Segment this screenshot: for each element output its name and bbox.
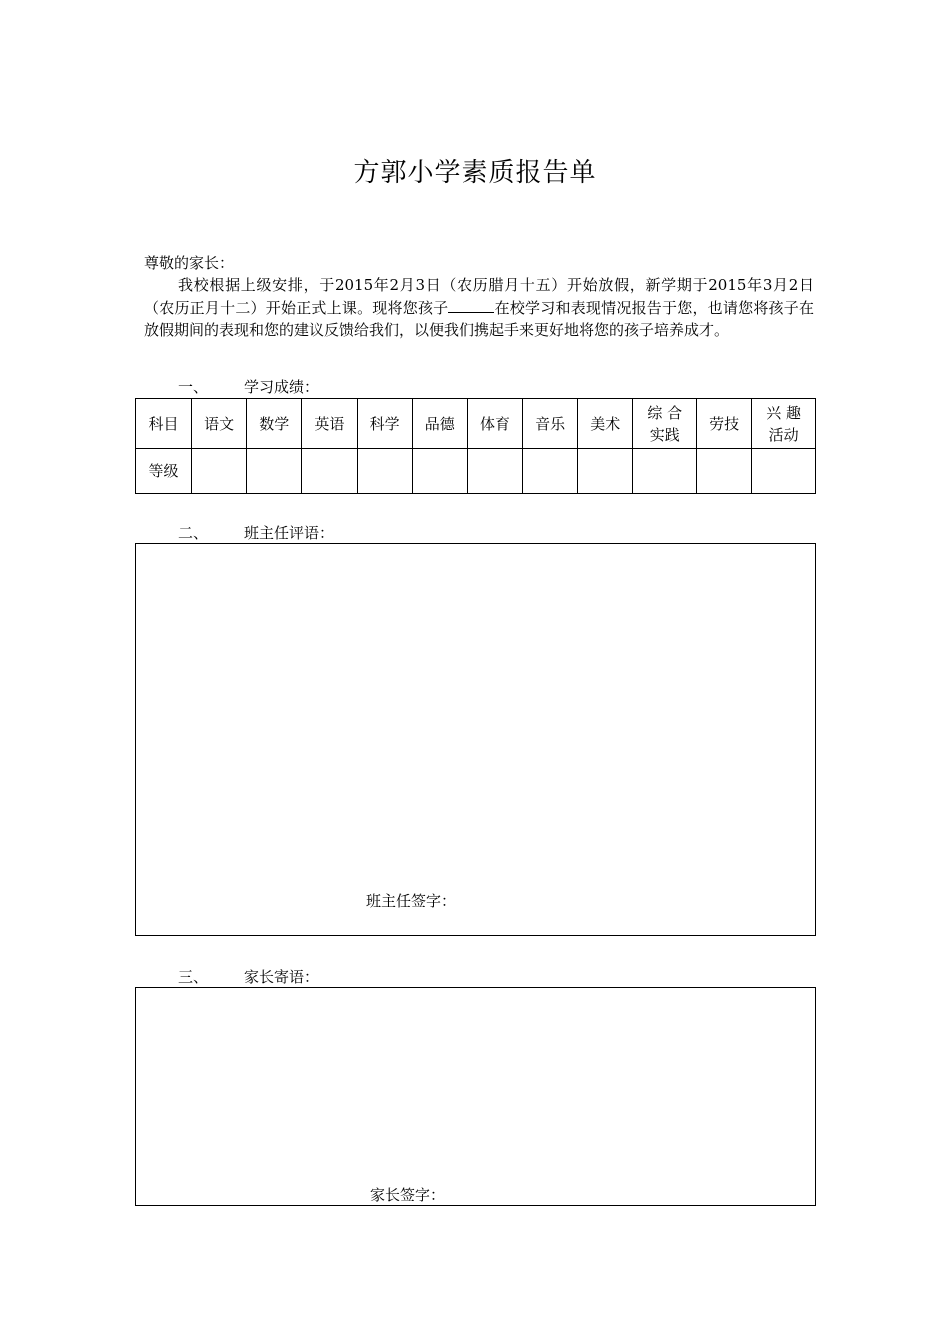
subject-label-line: 科学	[369, 414, 400, 433]
grade-cell[interactable]	[467, 449, 522, 494]
section-label: 班主任评语：	[244, 524, 335, 542]
grade-cell[interactable]	[192, 449, 247, 494]
grade-cell[interactable]	[357, 449, 412, 494]
section-number: 二、	[178, 524, 209, 542]
grades-table	[135, 398, 816, 494]
intro-paragraph	[144, 274, 814, 342]
section-grades-heading	[178, 376, 319, 397]
subject-cell	[357, 399, 412, 449]
subject-label-line: 美术	[590, 414, 621, 433]
subject-cell	[578, 399, 633, 449]
row-label-cell: 等级	[136, 449, 192, 494]
section-teacher-heading	[178, 522, 334, 543]
parent-comment-box[interactable]	[135, 987, 816, 1206]
grade-cell[interactable]	[523, 449, 578, 494]
subject-cell	[633, 399, 697, 449]
subject-label-line: 兴 趣	[766, 403, 801, 422]
teacher-comment-box[interactable]	[135, 543, 816, 936]
parent-signature-label: 家长签字：	[370, 1186, 446, 1204]
subject-cell	[302, 399, 357, 449]
subject-label-line: 数学	[259, 414, 290, 433]
subject-cell	[467, 399, 522, 449]
grade-cell[interactable]	[578, 449, 633, 494]
section-number: 三、	[178, 968, 209, 986]
subject-label-line: 活动	[768, 425, 799, 444]
subject-cell	[752, 399, 816, 449]
subject-label-line: 劳技	[709, 414, 740, 433]
grade-cell[interactable]	[302, 449, 357, 494]
subject-label-line: 品德	[424, 414, 455, 433]
section-number: 一、	[178, 378, 209, 396]
section-label: 家长寄语：	[244, 968, 320, 986]
subject-label-line: 综 合	[647, 403, 683, 422]
subject-label-line: 体育	[479, 414, 510, 433]
subject-label-line: 音乐	[535, 414, 566, 433]
teacher-signature-label: 班主任签字：	[366, 892, 457, 910]
subject-cell	[412, 399, 467, 449]
subject-label-line: 语文	[204, 414, 235, 433]
salutation: 尊敬的家长：	[144, 254, 235, 272]
section-parent-heading	[178, 966, 319, 987]
subject-cell	[523, 399, 578, 449]
grade-cell[interactable]	[752, 449, 816, 494]
intro-text-part2: 在校学习和表现情况报告于您，也请您将孩子在放假期间的表现和您的建议反馈给我们，以便我们携起手来更好地将您的孩子培养成才。	[144, 298, 814, 339]
section-label: 学习成绩：	[244, 378, 320, 396]
student-name-blank[interactable]	[448, 298, 494, 313]
grade-cell[interactable]	[697, 449, 752, 494]
subject-cell	[247, 399, 302, 449]
grade-cell[interactable]	[412, 449, 467, 494]
grade-cell[interactable]	[633, 449, 697, 494]
subject-label-line: 实践	[649, 425, 680, 444]
subject-label-line: 英语	[314, 414, 345, 433]
intro-text-part1: 我校根据上级安排，于2015年2月3日（农历腊月十五）开始放假，新学期于2015年3月2日（农历正月十二）开始正式上课。现将您孩子	[144, 276, 814, 317]
header-label-cell: 科目	[136, 399, 192, 449]
subject-cell	[192, 399, 247, 449]
page-title: 方郭小学素质报告单	[353, 158, 597, 188]
subject-cell	[697, 399, 752, 449]
grade-cell[interactable]	[247, 449, 302, 494]
